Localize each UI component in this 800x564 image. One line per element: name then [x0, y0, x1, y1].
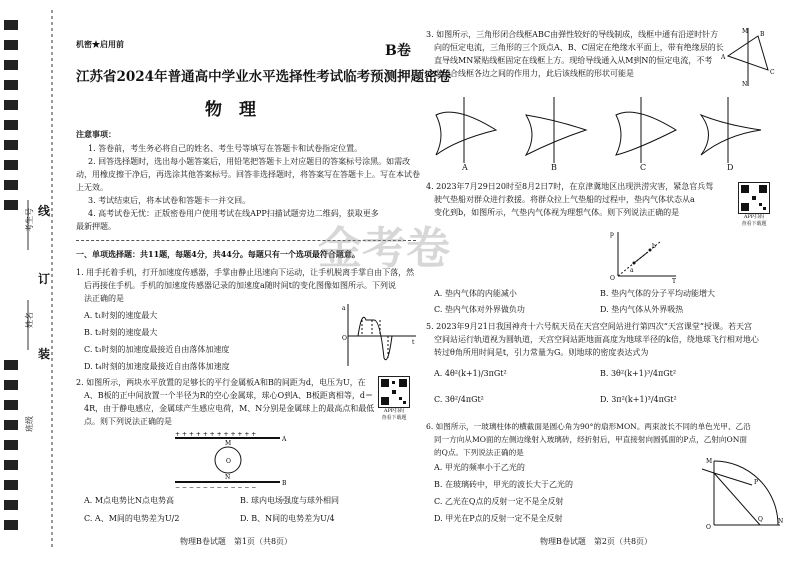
q2-option-d: D. B、N间的电势差为U/4	[240, 514, 335, 523]
q1-option-b: B. t₂时刻的速度最大	[84, 328, 158, 337]
svg-text:M: M	[706, 458, 713, 465]
volume-label: B卷	[385, 43, 411, 59]
q4-line: 变化到b，如图所示，气垫内气体视为理想气体。则下列说法正确的是	[434, 208, 680, 217]
svg-text:A: A	[721, 54, 726, 61]
svg-text:C: C	[770, 69, 775, 76]
q5-line: 转过θ角所用时间是t，引力常量为G。则地球的密度表达式为	[434, 348, 649, 357]
q3-choice-d-label: D	[727, 163, 734, 172]
q5-option-b: B. 3θ²(k+1)³/4πGt²	[600, 369, 677, 378]
q4-line: 驶气垫船对群众进行救援。将群众拉上气垫船的过程中，垫内气体状态从a	[434, 195, 695, 204]
q1-option-d: D. t₄时刻的加速度最接近自由落体加速度	[84, 362, 230, 371]
notes-title: 注意事项：	[76, 129, 116, 139]
q6-line: 6. 如图所示，一玻璃柱体的横截面是圆心角为90°的扇形MON。两束波长不同的单色光甲、乙沿	[426, 422, 751, 431]
footer-left: 物理B卷试题 第1页（共8页）	[180, 537, 293, 546]
q2-capacitor-diagram	[170, 430, 290, 490]
qr-caption-left: APP扫码 查看下载题	[381, 408, 407, 421]
q5-option-c: C. 3θ²/4πGt²	[434, 395, 484, 404]
q6-option-c: C. 乙光在Q点的反射一定不是全反射	[434, 497, 564, 506]
exam-title: 江苏省2024年普通高中学业水平选择性考试临考预测押题密卷	[76, 69, 452, 85]
q4-pv-graph	[600, 228, 680, 283]
q6-line: 的Q点。下列说法正确的是	[434, 448, 524, 457]
question-6-stem	[426, 420, 751, 459]
svg-text:T: T	[672, 278, 677, 283]
section-title: 一、单项选择题：共11题，每题4分，共44分。每题只有一个选项最符合题意。	[76, 249, 360, 259]
field-exam-id: 考生号	[25, 208, 34, 232]
svg-text:N: N	[225, 474, 231, 481]
q1-line: 法正确的是	[84, 294, 124, 303]
q2-line: 2. 如图所示，两块水平放置的足够长的平行金属板A和B的间距为d，电压为U，在	[76, 378, 366, 387]
svg-text:b: b	[652, 243, 656, 250]
q2-line: 4R，由于静电感应，金属球产生感应电荷，M、N分别是金属球上的最高点和最低	[84, 404, 375, 413]
note-line: 3. 考试结束后，将本试卷和答题卡一并交回。	[88, 196, 251, 205]
q6-option-b: B. 在玻璃砖中，甲光的波长大于乙光的	[434, 480, 573, 489]
footer-right: 物理B卷试题 第2页（共8页）	[540, 537, 653, 546]
q6-option-d: D. 甲光在P点的反射一定不是全反射	[434, 514, 563, 523]
q3-choice-b-label: B	[551, 163, 557, 172]
q5-option-d: D. 3π²(k+1)³/4πGt²	[600, 395, 677, 404]
watermark: 金考卷	[318, 223, 450, 274]
q3-choice-d-shape	[701, 97, 761, 163]
qr-code-left	[378, 376, 410, 408]
q1-line: 1. 用手托着手机，打开加速度传感器，手掌由静止迅速向下运动，让手机脱离手掌自由下落，然	[76, 268, 415, 277]
binding-pattern	[0, 0, 66, 560]
q6-optics-diagram	[700, 455, 790, 530]
binding-word-2: 订	[38, 272, 51, 286]
q4-option-c: C. 垫内气体对外界做负功	[434, 305, 525, 314]
svg-text:O: O	[226, 458, 231, 465]
svg-text:O: O	[610, 275, 615, 282]
q1-option-c: C. t₃时刻的加速度最接近自由落体加速度	[84, 345, 230, 354]
svg-text:p: p	[610, 231, 614, 238]
q2-line: 点。则下列说法正确的是	[84, 417, 172, 426]
svg-text:B: B	[760, 31, 765, 38]
q5-option-a: A. 4θ²(k+1)/3πGt²	[434, 369, 507, 378]
svg-text:N: N	[778, 518, 784, 525]
note-line: 4. 高考试卷无忧：正版密卷用户使用考试在线APP扫描试题旁边二维码，获取更多	[88, 209, 379, 218]
note-line: 最新押题。	[76, 222, 116, 231]
svg-text:a: a	[630, 267, 634, 274]
q3-choice-b-shape	[526, 97, 586, 163]
q1-acceleration-graph	[340, 300, 420, 372]
svg-text:N: N	[742, 81, 748, 88]
qr-caption-right: APP扫码 查看下载题	[741, 214, 767, 227]
qr-code-right	[738, 182, 770, 214]
q6-line: 同一方向从MO面的左侧边缘射入玻璃砖，经折射后，甲直接射向圆弧面的P点，乙射向ON面	[434, 435, 747, 444]
q3-line: 3. 如图所示，三角形闭合线框ABC由弹性较好的导线制成，线框中通有沿逆时针方	[426, 30, 719, 39]
svg-text:O: O	[706, 524, 711, 530]
svg-text:A: A	[282, 436, 287, 443]
secret-label: 机密★启用前	[76, 39, 124, 49]
svg-text:t: t	[412, 339, 415, 346]
question-5-stem	[426, 320, 759, 359]
q2-option-c: C. A、M间的电势差为U/2	[84, 514, 180, 523]
binding-strip	[0, 0, 66, 560]
svg-text:− − − − − − − − − − − −: − − − − − − − − − − − −	[175, 484, 257, 490]
question-2-stem	[76, 376, 374, 428]
svg-text:O: O	[342, 335, 347, 342]
q1-option-a: A. t₁时刻的速度最大	[84, 311, 158, 320]
q3-line: 虑闭合线框各边之间的作用力，此后该线框的形状可能是	[434, 69, 634, 78]
q3-choice-a-label: A	[462, 163, 468, 172]
svg-text:M: M	[225, 440, 232, 447]
question-4-stem	[426, 180, 713, 219]
svg-text:M: M	[742, 28, 749, 35]
subject-title: 物 理	[205, 100, 256, 120]
q3-line: 直导线MN紧贴线框固定在线框上方。现给导线通入从M到N的恒定电流，不考	[434, 56, 713, 65]
svg-text:B: B	[282, 480, 287, 487]
note-line: 2. 回答选择题时，选出每小题答案后，用铅笔把答题卡上对应题目的答案标号涂黑。如需改	[88, 157, 411, 166]
q5-line: 5. 2023年9月21日我国神舟十六号航天员在天宫空间站进行第四次“天宫课堂”授课。若天宫	[426, 322, 752, 331]
q5-line: 空间站运行轨道视为圆轨道，天宫空间站距地面高度为地球半径的k倍，绕地球飞行相对地心	[434, 335, 759, 344]
svg-text:a: a	[342, 305, 346, 312]
q2-option-a: A. M点电势比N点电势高	[84, 496, 175, 505]
note-line: 动，用橡皮擦干净后，再选涂其他答案标号。回答非选择题时，将答案写在答题卡上。写在本试卷	[76, 170, 420, 179]
q2-option-b: B. 球内电场强度与球外相同	[240, 496, 339, 505]
svg-text:Q: Q	[758, 516, 763, 523]
q3-choice-a-shape	[436, 97, 496, 163]
binding-word-1: 线	[38, 204, 51, 218]
q3-line: 向的恒定电流，三角形的三个顶点A、B、C固定在绝缘水平面上，带有绝缘层的长	[434, 43, 724, 52]
q1-line: 后再接住手机。手机的加速度传感器记录的加速度a随时间t的变化图像如图所示。下列说	[84, 281, 396, 290]
q2-line: A、B板的正中间放置一个半径为R的空心金属球，球心O到A、B板距离相等，d＝	[84, 391, 374, 400]
svg-text:+ + + + + + + + + + + +: + + + + + + + + + + + +	[175, 431, 257, 438]
q6-option-a: A. 甲光的频率小于乙光的	[434, 463, 525, 472]
q4-line: 4. 2023年7月29日20时至8月2日7时，在京津冀地区出现洪涝灾害，紧急官兵驾	[426, 182, 714, 191]
q3-choice-c-label: C	[640, 163, 647, 172]
q4-option-b: B. 垫内气体的分子平均动能增大	[600, 289, 715, 298]
svg-text:P: P	[754, 479, 759, 486]
note-line: 1. 答卷前，考生务必将自己的姓名、考生号等填写在答题卡和试卷指定位置。	[88, 144, 363, 153]
note-line: 上无效。	[76, 183, 108, 192]
field-class: 班级	[25, 416, 34, 432]
binding-word-3: 装	[38, 347, 51, 361]
field-name: 姓名	[25, 312, 34, 328]
question-3-stem	[426, 28, 724, 80]
q3-main-diagram	[718, 26, 780, 88]
q4-option-d: D. 垫内气体从外界吸热	[600, 305, 684, 314]
q4-option-a: A. 垫内气体的内能减小	[434, 289, 517, 298]
q3-choice-c-shape	[616, 97, 676, 163]
